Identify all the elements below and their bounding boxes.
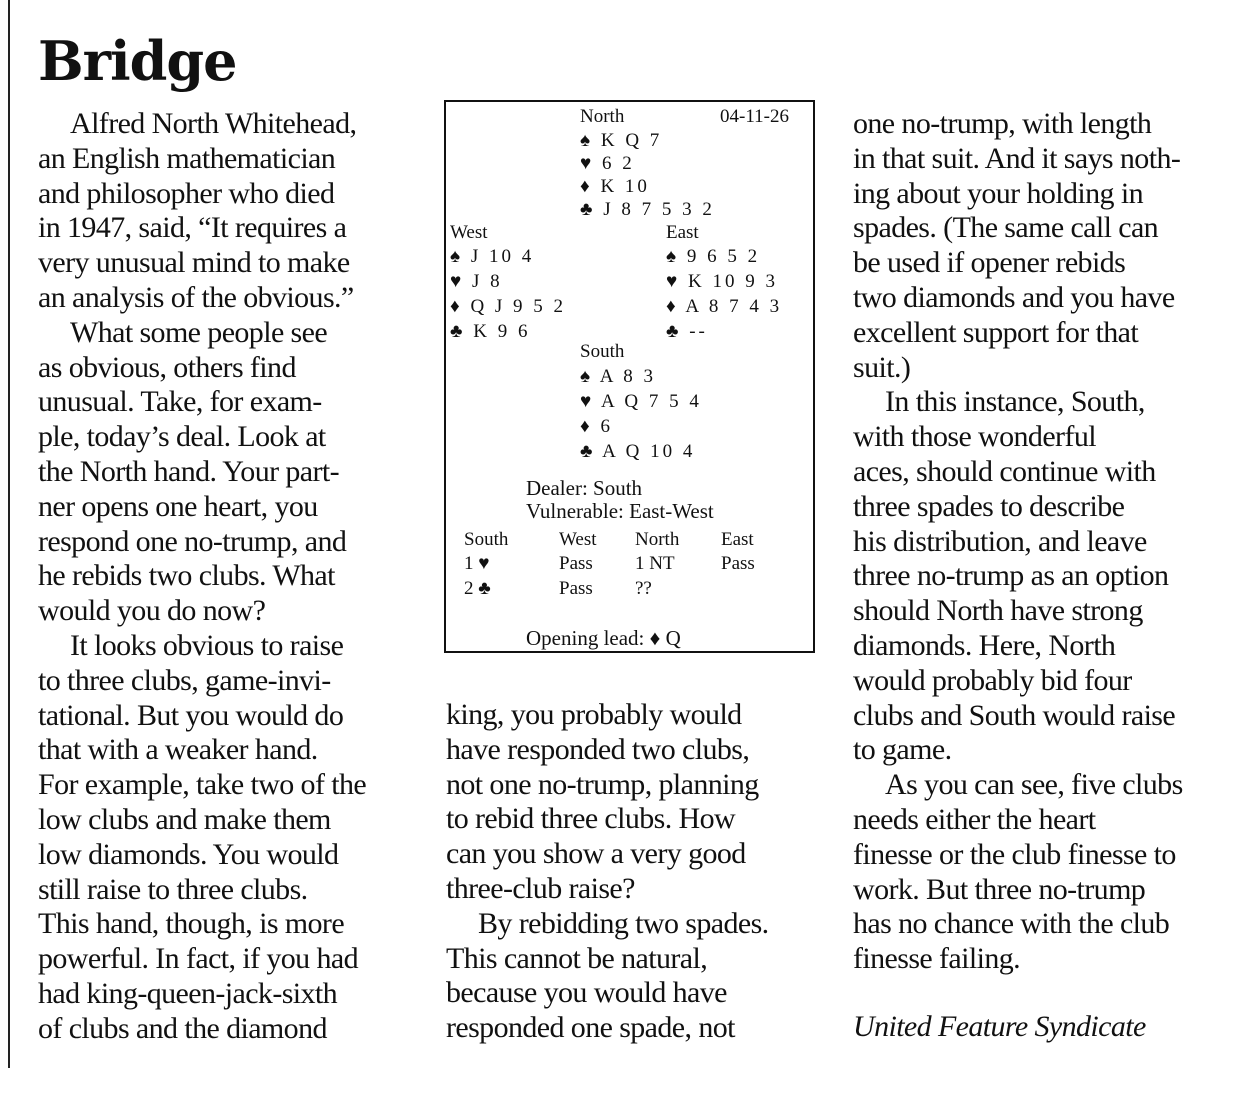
text-line: diamonds. Here, North — [853, 628, 1116, 662]
column-3 — [853, 107, 1233, 977]
text-line: tational. But you would do — [38, 698, 344, 732]
text-line: This cannot be natural, — [446, 941, 708, 975]
text-line: As you can see, five clubs — [885, 768, 1183, 802]
deal-date: 04-11-26 — [720, 106, 789, 127]
text-line: needs either the heart — [853, 802, 1096, 836]
text-line: would probably bid four — [853, 663, 1132, 697]
south-clubs: ♣ A Q 10 4 — [580, 441, 696, 462]
north-clubs: ♣ J 8 7 5 3 2 — [580, 199, 715, 220]
text-line: very unusual mind to make — [38, 246, 350, 280]
text-line: clubs and South would raise — [853, 698, 1176, 732]
text-line: to three clubs, game-invi- — [38, 663, 331, 697]
text-line: aces, should continue with — [853, 454, 1156, 488]
text-line: ing about your holding in — [853, 176, 1143, 210]
text-line: For example, take two of the — [38, 768, 367, 802]
north-label: North — [580, 106, 625, 127]
east-hearts: ♥ K 10 9 3 — [666, 271, 779, 292]
text-line: powerful. In fact, if you had — [38, 942, 358, 976]
text-line: finesse failing. — [853, 942, 1021, 976]
left-column-rule — [8, 0, 10, 1068]
west-label: West — [450, 222, 488, 243]
west-diamonds: ♦ Q J 9 5 2 — [450, 296, 567, 317]
text-line: have responded two clubs, — [446, 732, 750, 766]
text-line: an English mathematician — [38, 141, 336, 175]
text-line: ner opens one heart, you — [38, 489, 318, 523]
text-line: had king-queen-jack-sixth — [38, 976, 338, 1010]
syndicate-credit: United Feature Syndicate — [853, 1010, 1146, 1043]
text-line: In this instance, South, — [885, 385, 1145, 419]
text-line: two diamonds and you have — [853, 280, 1175, 314]
text-line: responded one spade, not — [446, 1011, 735, 1045]
text-line: and philosopher who died — [38, 176, 335, 210]
north-hearts: ♥ 6 2 — [580, 153, 635, 174]
vulnerable-text: Vulnerable: East-West — [526, 499, 714, 523]
column-2 — [446, 698, 826, 1046]
text-line: king, you probably would — [446, 698, 742, 731]
text-line: would you do now? — [38, 594, 266, 628]
text-line: unusual. Take, for exam- — [38, 385, 322, 419]
text-line: Alfred North Whitehead, — [70, 107, 357, 140]
text-line: work. But three no-trump — [853, 872, 1146, 906]
south-label: South — [580, 341, 625, 362]
text-line: still raise to three clubs. — [38, 872, 308, 906]
text-line: finesse or the club finesse to — [853, 837, 1176, 871]
text-line: It looks obvious to raise — [70, 628, 344, 662]
text-line: not one no-trump, planning — [446, 767, 759, 801]
auction-bid: 1 NT — [635, 553, 675, 574]
auction-bid: 1 ♥ — [464, 553, 490, 574]
text-line: low clubs and make them — [38, 802, 331, 836]
auction-bid: Pass — [559, 578, 593, 599]
text-line: that with a weaker hand. — [38, 733, 318, 767]
north-spades: ♠ K Q 7 — [580, 130, 663, 151]
text-line: three-club raise? — [446, 871, 635, 905]
south-diamonds: ♦ 6 — [580, 416, 613, 437]
text-line: This hand, though, is more — [38, 907, 345, 941]
east-label: East — [666, 222, 699, 243]
text-line: spades. (The same call can — [853, 211, 1159, 245]
text-line: has no chance with the club — [853, 907, 1170, 941]
auction-header: West — [559, 529, 597, 550]
text-line: to game. — [853, 733, 952, 767]
text-line: in that suit. And it says noth- — [853, 141, 1181, 175]
page-title: Bridge — [38, 29, 237, 93]
text-line: suit.) — [853, 350, 911, 384]
text-line: one no-trump, with length — [853, 107, 1152, 140]
text-line: in 1947, said, “It requires a — [38, 211, 347, 245]
text-line: be used if opener rebids — [853, 246, 1126, 280]
dealer-text: Dealer: South — [526, 476, 643, 500]
text-line: low diamonds. You would — [38, 837, 339, 871]
text-line: three no-trump as an option — [853, 559, 1169, 593]
auction-header: East — [721, 529, 754, 550]
text-line: can you show a very good — [446, 837, 746, 871]
text-line: because you would have — [446, 976, 727, 1010]
text-line: respond one no-trump, and — [38, 524, 347, 558]
text-line: as obvious, others find — [38, 350, 296, 384]
text-line: to rebid three clubs. How — [446, 802, 736, 836]
east-diamonds: ♦ A 8 7 4 3 — [666, 296, 783, 317]
text-line: What some people see — [70, 315, 328, 349]
auction-header: North — [635, 529, 680, 550]
auction-bid: 2 ♣ — [464, 578, 491, 599]
text-line: of clubs and the diamond — [38, 1011, 327, 1045]
auction-bid: ?? — [635, 578, 652, 599]
west-clubs: ♣ K 9 6 — [450, 321, 531, 342]
east-spades: ♠ 9 6 5 2 — [666, 246, 761, 267]
auction-header: South — [464, 529, 509, 550]
text-line: an analysis of the obvious.” — [38, 280, 354, 314]
east-clubs: ♣ -- — [666, 321, 708, 342]
auction-bid: Pass — [721, 553, 755, 574]
text-line: he rebids two clubs. What — [38, 559, 335, 593]
opening-lead: Opening lead: ♦ Q — [526, 626, 681, 650]
bridge-deal-diagram — [444, 100, 815, 653]
south-spades: ♠ A 8 3 — [580, 366, 656, 387]
text-line: should North have strong — [853, 594, 1143, 628]
south-hearts: ♥ A Q 7 5 4 — [580, 391, 702, 412]
text-line: his distribution, and leave — [853, 524, 1147, 558]
west-spades: ♠ J 10 4 — [450, 246, 535, 267]
north-diamonds: ♦ K 10 — [580, 176, 650, 197]
text-line: three spades to describe — [853, 489, 1125, 523]
text-line: with those wonderful — [853, 420, 1096, 454]
text-line: the North hand. Your part- — [38, 454, 340, 488]
auction-bid: Pass — [559, 553, 593, 574]
west-hearts: ♥ J 8 — [450, 271, 503, 292]
text-line: By rebidding two spades. — [478, 906, 769, 940]
column-1 — [38, 107, 418, 1047]
text-line: excellent support for that — [853, 315, 1139, 349]
text-line: ple, today’s deal. Look at — [38, 420, 326, 454]
